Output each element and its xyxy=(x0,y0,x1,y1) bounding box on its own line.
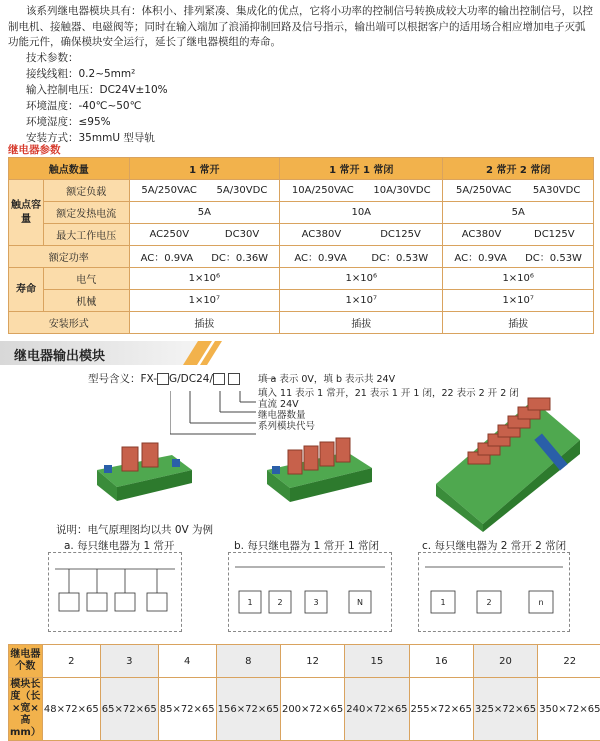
spec-item: 接线线粗：0.2~5mm² xyxy=(26,66,168,82)
relay-number: n xyxy=(538,598,543,607)
cell: 85×72×65 xyxy=(158,678,216,741)
table-row xyxy=(9,224,594,246)
cell: 5A xyxy=(443,202,594,224)
cell: 5A xyxy=(129,202,280,224)
cell: DC30V xyxy=(225,229,259,240)
row-label: 继电器个数 xyxy=(9,645,43,678)
placeholder-box xyxy=(157,373,169,385)
relay-number: 1 xyxy=(440,598,445,607)
row-label: 机械 xyxy=(44,290,130,312)
relay-number: 1 xyxy=(247,598,252,607)
wiring-diagram-a xyxy=(48,552,182,632)
cell: 48×72×65 xyxy=(42,678,100,741)
cell: 插拔 xyxy=(129,312,280,334)
cell: 20 xyxy=(473,645,537,678)
cell: 10A/250VAC xyxy=(292,185,354,196)
spec-item: 环境湿度：≤95% xyxy=(26,114,168,130)
specs-heading: 技术参数： xyxy=(26,50,168,66)
table-row xyxy=(9,246,594,268)
cell: 12 xyxy=(280,645,344,678)
cell: 22 xyxy=(538,645,600,678)
cell: 4 xyxy=(158,645,216,678)
wiring-diagram-c xyxy=(418,552,570,632)
wiring-diagram-c-svg xyxy=(419,553,569,631)
row-label: 最大工作电压 xyxy=(44,224,130,246)
cell: DC125V xyxy=(380,229,421,240)
model-note: 系列模块代号 xyxy=(258,418,315,432)
header-cell: 1 常开 1 常闭 xyxy=(280,158,443,180)
table-row xyxy=(9,180,594,202)
spec-item: 输入控制电压：DC24V±10% xyxy=(26,82,168,98)
table-row xyxy=(9,645,600,678)
wiring-diagram-b-svg xyxy=(229,553,391,631)
tech-specs xyxy=(26,50,168,146)
table-row xyxy=(9,268,594,290)
module-title: 继电器输出模块 xyxy=(14,345,105,364)
cell: 5A/250VAC xyxy=(456,185,512,196)
cell: DC：0.53W xyxy=(525,249,582,264)
table-row xyxy=(9,202,594,224)
cell: 1×10⁷ xyxy=(129,290,280,312)
relay-number: 3 xyxy=(313,598,318,607)
module-banner xyxy=(0,341,600,365)
table-row xyxy=(9,312,594,334)
cell: 240×72×65 xyxy=(345,678,409,741)
cell: AC：0.9VA xyxy=(294,249,347,264)
cell: 10A xyxy=(280,202,443,224)
cell: 1×10⁶ xyxy=(443,268,594,290)
cell: 5A/250VAC xyxy=(141,185,197,196)
cell: 15 xyxy=(345,645,409,678)
cell: 325×72×65 xyxy=(473,678,537,741)
header-cell: 1 常开 xyxy=(129,158,280,180)
row-label: 额定功率 xyxy=(9,246,130,268)
row-label: 额定负载 xyxy=(44,180,130,202)
cell: 1×10⁷ xyxy=(443,290,594,312)
table-row xyxy=(9,678,600,741)
diagram-caption-c: c. 每只继电器为 2 常开 2 常闭 xyxy=(422,538,566,553)
life-label: 寿命 xyxy=(9,268,44,312)
cell: AC380V xyxy=(462,229,502,240)
relay-number: N xyxy=(357,598,363,607)
row-label: 电气 xyxy=(44,268,130,290)
cell: DC125V xyxy=(534,229,575,240)
cell: 8 xyxy=(216,645,280,678)
header-cell: 触点数量 xyxy=(9,158,130,180)
row-label: 额定发热电流 xyxy=(44,202,130,224)
wiring-diagram-a-svg xyxy=(49,553,181,631)
table-header-row xyxy=(9,158,594,180)
diagram-caption-a: a. 每只继电器为 1 常开 xyxy=(64,538,174,553)
cell: 1×10⁶ xyxy=(129,268,280,290)
relay-params-title: 继电器参数 xyxy=(8,142,61,157)
cell: 10A/30VDC xyxy=(373,185,430,196)
model-mid: G/DC24/ xyxy=(169,373,213,385)
model-note: 直流 24V xyxy=(258,396,299,410)
module-photo-2-relay xyxy=(92,425,200,515)
cell: DC：0.53W xyxy=(371,249,428,264)
cell: AC：0.9VA xyxy=(141,249,194,264)
cell: 插拔 xyxy=(280,312,443,334)
header-cell: 2 常开 2 常闭 xyxy=(443,158,594,180)
relay-number: 2 xyxy=(486,598,491,607)
cell: 1×10⁷ xyxy=(280,290,443,312)
module-photo-8-relay xyxy=(428,392,588,532)
cell: 2 xyxy=(42,645,100,678)
cell: AC380V xyxy=(302,229,342,240)
intro-paragraph: 该系列继电器模块具有：体积小、排列紧凑、集成化的优点，它将小功率的控制信号转换成较大功率的输出控制信号，以控制电机、接触器、电磁阀等；同时在输入端加了浪涌抑制回路及信号指示，输出端可以根据客户的适用场合相应增加电子灭弧功能元件，确保模块安全运行，延长了继电器模组的寿命。 xyxy=(8,4,594,51)
model-note: 填入 11 表示 1 常开，21 表示 1 开 1 闭，22 表示 2 开 2 闭 xyxy=(258,385,519,399)
cell: 156×72×65 xyxy=(216,678,280,741)
cell: 350×72×65 xyxy=(538,678,600,741)
contact-capacity-label: 触点容量 xyxy=(9,180,44,246)
cell: 3 xyxy=(100,645,158,678)
module-size-table xyxy=(8,644,600,741)
cell: 255×72×65 xyxy=(409,678,473,741)
cell: 5A/30VDC xyxy=(216,185,267,196)
cell: 1×10⁶ xyxy=(280,268,443,290)
cell: DC：0.36W xyxy=(211,249,268,264)
table-row xyxy=(9,290,594,312)
cell: 200×72×65 xyxy=(280,678,344,741)
spec-item: 安装方式：35mmU 型导轨 xyxy=(26,130,168,146)
model-note: 继电器数量 xyxy=(258,407,306,421)
wiring-diagram-b xyxy=(228,552,392,632)
model-prefix: 型号含义：FX- xyxy=(88,373,157,385)
cell: 插拔 xyxy=(443,312,594,334)
relay-params-table xyxy=(8,157,594,334)
cell: AC：0.9VA xyxy=(454,249,507,264)
spec-item: 环境温度：-40℃~50℃ xyxy=(26,98,168,114)
relay-number: 2 xyxy=(277,598,282,607)
cell: 16 xyxy=(409,645,473,678)
row-label: 模块长度（长×宽×高mm） xyxy=(9,678,43,741)
row-label: 安装形式 xyxy=(9,312,130,334)
cell: 5A30VDC xyxy=(533,185,580,196)
module-photo-4-relay xyxy=(262,420,382,515)
diagram-note: 说明：电气原理图均以共 0V 为例 xyxy=(56,522,213,537)
model-note: 填 a 表示 0V，填 b 表示共 24V xyxy=(258,371,395,385)
diagram-caption-b: b. 每只继电器为 1 常开 1 常闭 xyxy=(234,538,379,553)
cell: 65×72×65 xyxy=(100,678,158,741)
cell: AC250V xyxy=(149,229,189,240)
